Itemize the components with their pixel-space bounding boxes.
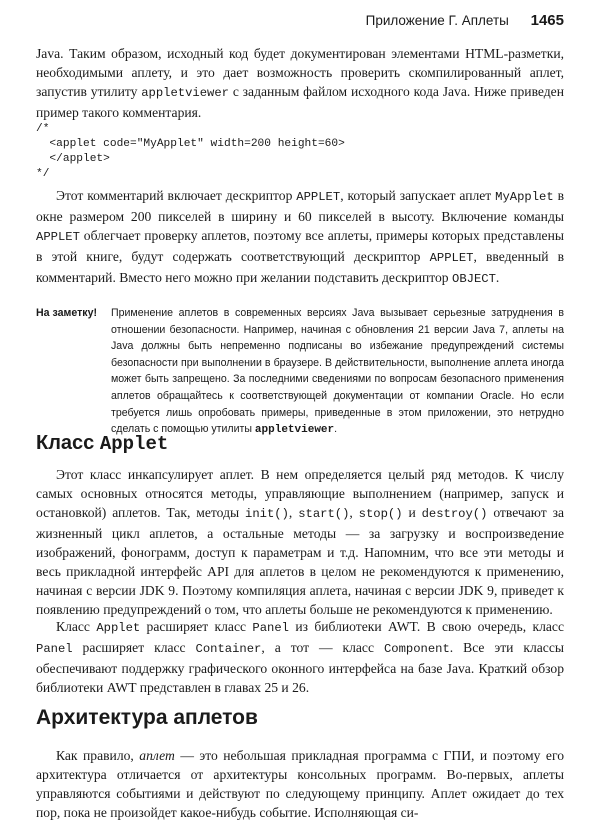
- section-heading-applet-class: Класс Applet: [36, 432, 169, 455]
- running-title: Приложение Г. Аплеты: [365, 13, 509, 28]
- section-heading-applet-architecture: Архитектура аплетов: [36, 706, 258, 729]
- note-label: На заметку!: [36, 307, 98, 319]
- page-number: 1465: [530, 12, 564, 29]
- page-header: [366, 12, 564, 29]
- intro-paragraph: Java. Таким образом, исходный код будет документирован элементами HTML-разметки, необходимыми аплету, и это дает возможность проверить скомпилированный аплет, запустив утилиту appletviewer с заданным файлом исходного кода Java. Ниже приведен пример такого комментария.: [36, 46, 564, 120]
- code-example: /* <applet code="MyApplet" width=200 height=60> </applet> */: [36, 123, 345, 180]
- comment-explanation-paragraph: Этот комментарий включает дескриптор APPLET, который запускает аплет MyApplet в окне размером 200 пикселей в ширину и 60 пикселей в высоту. Включение команды APPLET облегчает проверку аплетов, поэтому все аплеты, примеры которых представлены в этой книге, будут содержать соответствующий дескриптор APPLET, введенный в комментарий. Вместо него можно при желании подставить дескриптор OBJECT.: [36, 188, 564, 286]
- applet-class-paragraph-2: Класс Applet расширяет класс Panel из библиотеки AWT. В свою очередь, класс Panel расширяет класс Container, а тот — класс Component. Все эти классы обеспечивают поддержку графического оконного интерфейса на базе Java. Краткий обзор библиотеки AWT представлен в главах 25 и 26.: [36, 619, 564, 695]
- applet-class-paragraph-1: Этот класс инкапсулирует аплет. В нем определяется целый ряд методов. К числу самых основных относятся методы, управляющие выполнением (например, запуск и остановкой) аплетов. Так, методы init(), start(), stop() и destroy() отвечают за жизненный цикл аплетов, а остальные методы — за загрузку и воспроизведение изображений, фонограмм, доступ к параметрам и т.д. Напомним, что все эти методы и весь прикладной интерфейс API для аплетов в целом не рекомендуются к применению, начиная с версии JDK 9. Поэтому компиляция аплета, начиная с версии JDK 9, приведет к появлению предупреждений о том, что аплеты больше не рекомендуются к применению.: [36, 467, 564, 617]
- architecture-paragraph: Как правило, аплет — это небольшая прикладная программа с ГПИ, и поэтому его архитектура отличается от архитектуры консольных программ. Во-первых, аплеты управляются событиями и действуют по следующему принципу. Аплет ожидает до тех пор, пока не произойдет какое-нибудь событие. Исполняющая си-: [36, 748, 564, 820]
- note-box: [36, 305, 564, 439]
- note-text: Применение аплетов в современных версиях Java вызывает серьезные затруднения в отношении безопасности. Например, начиная с обновления 21 версии Java 7, аплеты на Java должны быть непременно подписаны во избежание предупреждений системы безопасности при выполнении в браузере. В действительности, выполнение аплета иногда может быть запрещено. За последними сведениями по вопросам безопасного применения аплетов обращайтесь к соответствующей документации от компании Oracle. Но если требуется лишь опробовать примеры, приведенные в этом приложении, это нетрудно сделать с помощью утилиты appletviewer.: [111, 307, 564, 437]
